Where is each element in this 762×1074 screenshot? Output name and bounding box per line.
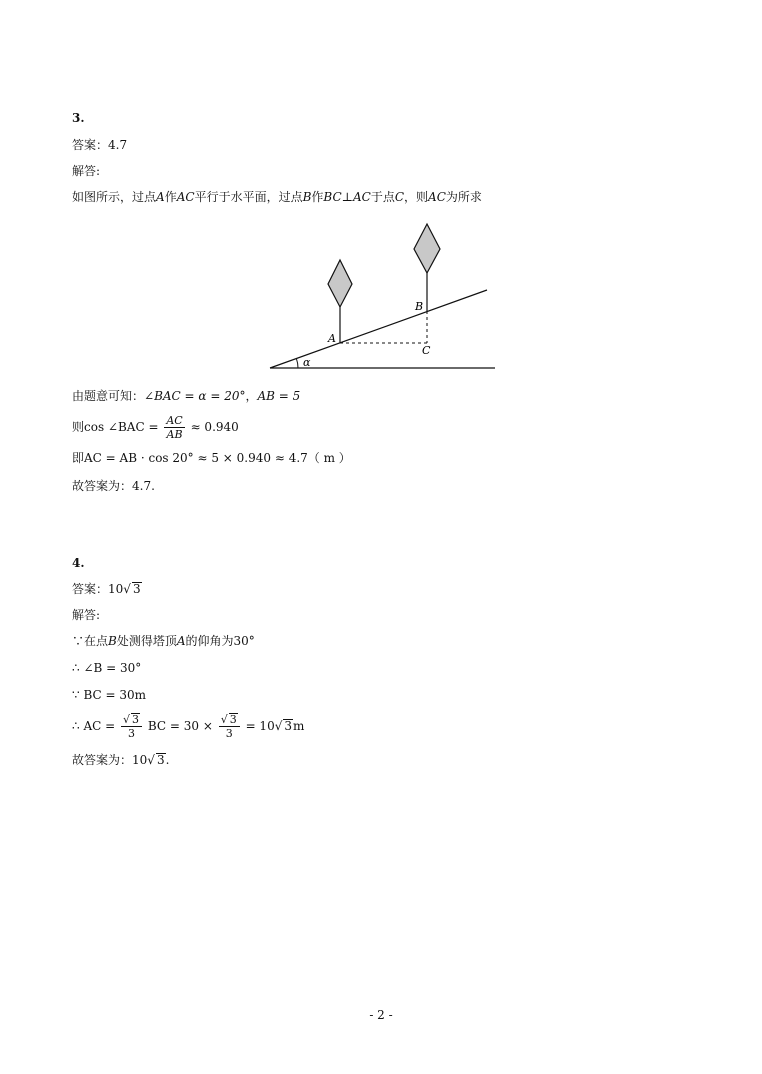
math-expression: ≈ 0.940: [190, 420, 239, 434]
tree-b-diamond: [414, 224, 440, 273]
tree-a-diamond: [328, 260, 352, 307]
radicand: 3: [156, 753, 165, 767]
question-3-step1: [72, 388, 300, 404]
angle-arc: [297, 359, 299, 368]
sqrt-symbol: √: [274, 719, 283, 733]
unit-text: （ m ）: [307, 451, 351, 465]
intro-text: 作: [311, 190, 324, 204]
math-var: BC: [323, 190, 342, 204]
sqrt-symbol: √: [123, 582, 131, 596]
step-text: .: [165, 753, 170, 767]
question-3-solution-label: 解答:: [72, 164, 101, 178]
step-text: 则: [72, 420, 85, 434]
step-text: 处测得塔顶: [116, 634, 177, 648]
question-4-conclusion: [72, 752, 169, 768]
question-4-line3: ∵ BC = 30m: [72, 688, 147, 702]
unit-text: m: [293, 719, 305, 733]
math-expression: cos ∠BAC =: [84, 420, 159, 434]
label-alpha: α: [303, 356, 311, 369]
question-3-answer: [72, 137, 127, 153]
intro-text: 作: [164, 190, 177, 204]
intro-text: 如图所示，过点: [72, 190, 157, 204]
question-3-number: 3.: [72, 111, 85, 125]
perp-symbol: ⊥: [341, 190, 353, 204]
math-var: A: [176, 634, 186, 648]
fraction-denominator: AB: [166, 428, 183, 441]
math-expression: = 10: [245, 719, 275, 733]
question-4-solution-label: 解答:: [72, 608, 101, 622]
slope-diagram: [260, 214, 505, 379]
question-4-line1: [72, 633, 255, 649]
question-3-step2: [72, 412, 239, 442]
math-var: B: [108, 634, 117, 648]
step-text: 故答案为：: [72, 753, 133, 767]
answer-label: 答案：: [72, 582, 109, 596]
fraction-denominator: 3: [225, 727, 233, 740]
answer-value: 4.7: [108, 138, 128, 152]
math-var: C: [394, 190, 405, 204]
math-expression: AB = 5: [257, 389, 301, 403]
answer-label: 答案：: [72, 138, 109, 152]
sqrt-symbol: √: [220, 713, 228, 726]
question-4-line2: ∴ ∠B = 30°: [72, 661, 142, 675]
math-expression: ∴ AC =: [72, 719, 116, 733]
fraction-numerator: [121, 713, 142, 727]
intro-text: ，则: [404, 190, 429, 204]
fraction-numerator: AC: [166, 414, 183, 427]
math-var: AC: [176, 190, 195, 204]
answer-value: 10: [108, 582, 124, 596]
fraction: [121, 713, 142, 740]
label-c: C: [422, 344, 431, 357]
fraction-denominator: 3: [128, 727, 135, 740]
fraction: [219, 713, 240, 740]
question-4-number: 4.: [72, 556, 85, 570]
label-b: B: [415, 300, 424, 313]
math-expression: ∠BAC = α = 20°: [144, 389, 246, 403]
question-3-conclusion: 故答案为：4.7.: [72, 479, 155, 493]
math-expression: BC = 30 ×: [147, 719, 213, 733]
step-text: 由题意可知：: [72, 389, 145, 403]
step-text: ，: [245, 389, 258, 403]
question-4-answer: [72, 581, 142, 597]
step-text: ∵在点: [72, 634, 109, 648]
answer-value: 10: [132, 753, 148, 767]
fraction-numerator: [219, 713, 240, 727]
question-3-step3: [72, 450, 351, 466]
question-4-line4: [72, 709, 304, 743]
radicand: 3: [284, 719, 292, 733]
radicand: 3: [132, 713, 140, 726]
math-var: B: [302, 190, 312, 204]
math-var: AC: [352, 190, 371, 204]
intro-text: 于点: [370, 190, 395, 204]
math-expression: AC = AB · cos 20° ≈ 5 × 0.940 ≈ 4.7: [84, 451, 308, 465]
math-var: A: [156, 190, 165, 204]
sqrt-symbol: √: [123, 713, 131, 726]
radicand: 3: [229, 713, 237, 726]
step-text: 的仰角为30°: [185, 634, 255, 648]
fraction: [164, 414, 184, 441]
step-text: 即: [72, 451, 85, 465]
label-a: A: [328, 332, 336, 345]
math-var: AC: [428, 190, 446, 204]
intro-text: 为所求: [445, 190, 482, 204]
intro-text: 平行于水平面，过点: [194, 190, 303, 204]
question-3-intro: [72, 189, 482, 205]
radicand: 3: [132, 582, 141, 596]
page-number: - 2 -: [369, 1008, 393, 1022]
sqrt-symbol: √: [147, 753, 155, 767]
